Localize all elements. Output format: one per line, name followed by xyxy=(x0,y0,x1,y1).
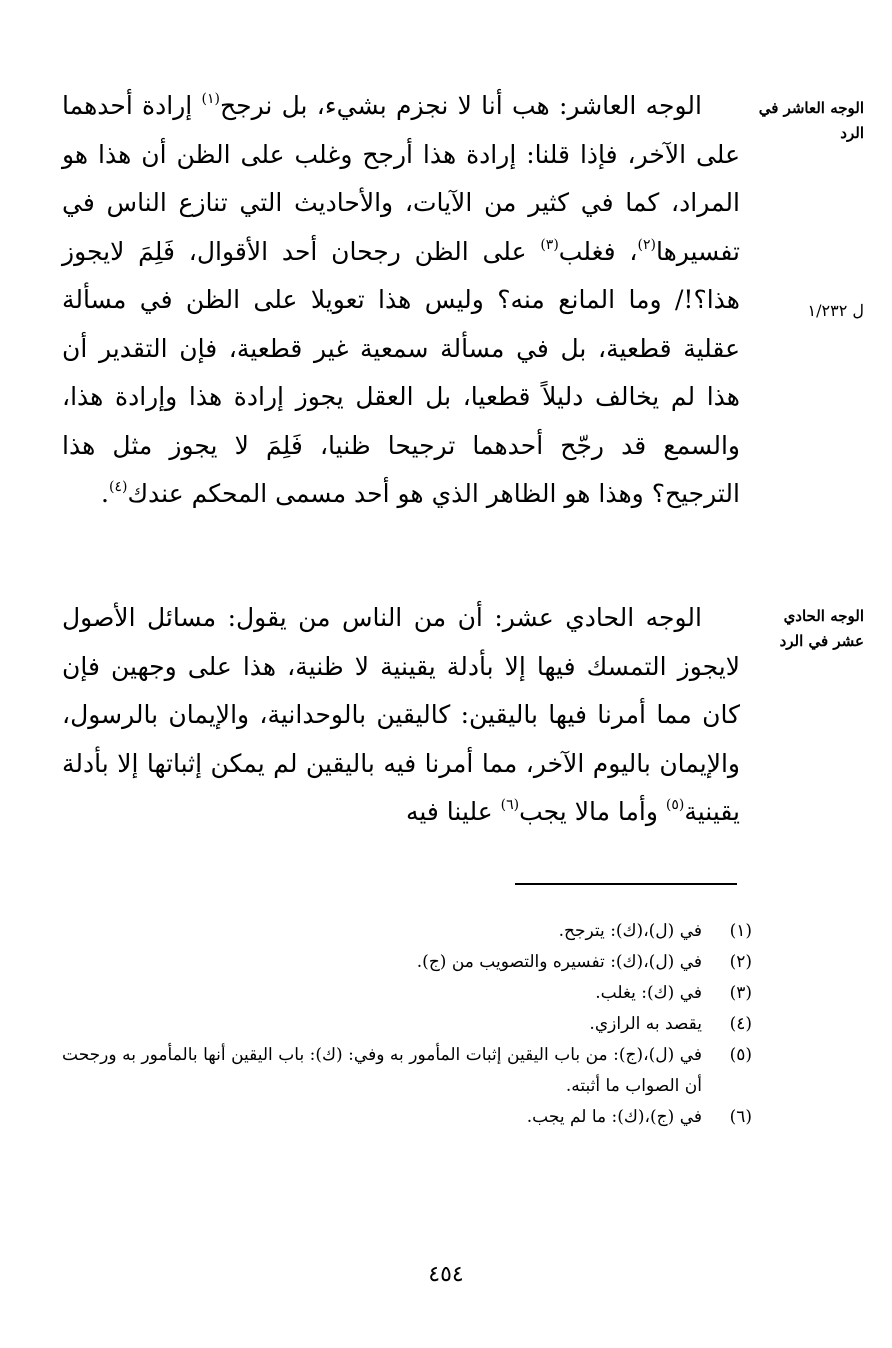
footnote-number: (٤) xyxy=(729,1014,752,1034)
footnote-number: (٥) xyxy=(729,1045,752,1065)
footnote xyxy=(62,1009,752,1040)
footnote-text: في (ل)،(ك): يترجح. xyxy=(558,921,702,941)
footnote-number: (١) xyxy=(729,921,752,941)
footnote-text: في (ج)،(ك): ما لم يجب. xyxy=(526,1107,702,1127)
footnote-ref: (٣) xyxy=(540,236,559,253)
margin-note-manuscript-folio: ل ١/٢٣٢ xyxy=(807,301,864,320)
paragraph-text: ، فغلب xyxy=(558,236,638,266)
footnote xyxy=(62,916,752,947)
footnote xyxy=(62,978,752,1009)
footnote-number: (٣) xyxy=(729,983,752,1003)
footnote xyxy=(62,1102,752,1133)
footnote-ref: (٦) xyxy=(500,797,520,813)
footnote-text: في (ك): يغلب. xyxy=(595,983,702,1003)
paragraph-text: الوجه العاشر: هب أنا لا نجزم بشيء، بل نرجح xyxy=(220,91,702,120)
paragraph-eleventh-aspect xyxy=(62,594,740,837)
footnote-text: في (ل)،(ك): تفسيره والتصويب من (ج). xyxy=(416,952,702,972)
margin-note-eleventh-aspect: الوجه الحادي عشر في الرد xyxy=(779,607,864,650)
footnote-text: يقصد به الرازي. xyxy=(589,1014,702,1034)
paragraph-text: إرادة أحدهما على الآخر، فإذا قلنا: إرادة هذا أرجح وغلب على الظن أن هذا هو المراد، كما في كثير من الآيات، والأحاديث التي تنازع الناس في تفسيرها xyxy=(62,91,740,266)
page-number: ٤٥٤ xyxy=(428,1262,464,1287)
footnote-number: (٢) xyxy=(729,952,752,972)
paragraph-tenth-aspect xyxy=(62,82,740,519)
footnote-ref: (٤) xyxy=(108,479,128,495)
margin-note-tenth-aspect: الوجه العاشر في الرد xyxy=(758,99,864,142)
footnotes xyxy=(62,916,752,1133)
paragraph-text: . xyxy=(101,479,109,508)
footnote-ref: (٢) xyxy=(637,236,656,253)
paragraph-text: الوجه الحادي عشر: أن من الناس من يقول: مسائل الأصول لايجوز التمسك فيها إلا بأدلة يقينية لا ظنية، هذا على وجهين فإن كان مما أمرنا فيها باليقين: كاليقين بالوحدانية، والإيمان بالرسول، والإيمان باليوم الآخر، مما أمرنا فيه باليقين لم يمكن إثباتها إلا بأدلة يقينية xyxy=(62,603,740,826)
paragraph-text: علينا فيه xyxy=(405,797,501,826)
footnote-text: في (ل)،(ج): من باب اليقين إثبات المأمور به وفي: (ك): باب اليقين أنها بالمأمور به ورجحت أن الصواب ما أثبته. xyxy=(62,1045,702,1096)
paragraph-text: وأما مالا يجب xyxy=(519,797,666,826)
footnote-separator xyxy=(515,883,737,885)
footnote xyxy=(62,947,752,978)
paragraph-text: على الظن رجحان أحد الأقوال، فَلِمَ لايجوز هذا؟!/ وما المانع منه؟ وليس هذا تعويلا على الظن في مسألة عقلية قطعية، بل في مسألة سمعية غير قطعية، فإن التقدير أن هذا لم يخالف دليلاً قطعيا، بل العقل يجوز إرادة هذا وإرادة هذا، والسمع قد رجّح أحدهما ترجيحا ظنيا، فَلِمَ لا يجوز مثل هذا الترجيح؟ وهذا هو الظاهر الذي هو أحد مسمى المحكم عندك xyxy=(62,236,740,508)
footnote-number: (٦) xyxy=(729,1107,752,1127)
footnote-ref: (٥) xyxy=(665,797,685,813)
footnote xyxy=(62,1040,752,1102)
footnote-ref: (١) xyxy=(201,91,220,107)
